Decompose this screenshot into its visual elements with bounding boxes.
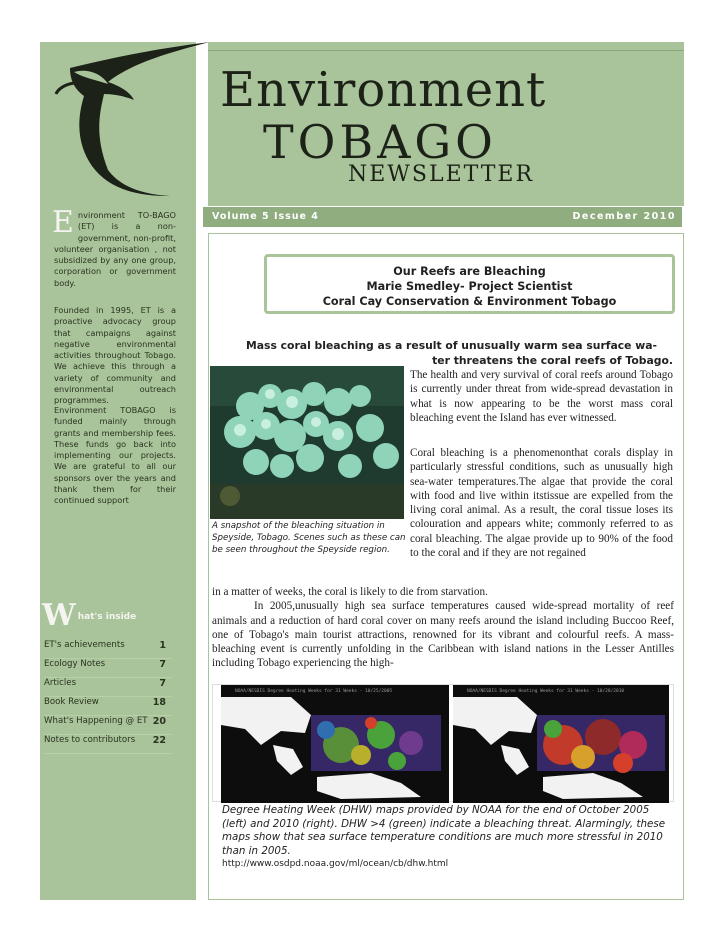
paragraph-starvation: in a matter of weeks, the coral is likely to die from starvation.	[212, 586, 488, 598]
dhw-map-2010	[453, 685, 669, 803]
map-label-2010: NOAA/NESDIS Degree Heating Weeks for 31 Weeks - 10/28/2010	[467, 689, 625, 694]
toc-item-ecology-notes[interactable]	[44, 659, 172, 678]
paragraph-bleaching-definition: Coral bleaching is a phenomenonthat corals display in particularly stressful conditions, such as unusually high sea-water temperatures.The algae that provide the coral with food and live within itstissue are expelled from the living coral animal. As a result, the coral tissue loses its colouration and appears white; commonly referred to as coral bleaching. The algae provide up to 90% of the food to the coral and if they are not regained	[410, 447, 673, 560]
whats-inside-heading	[42, 598, 137, 633]
toc-label: What's Happening @ ET	[44, 716, 148, 726]
article-byline-org: Coral Cay Conservation & Environment Tobago	[322, 295, 617, 308]
toc-page: 7	[159, 678, 166, 689]
photo-caption: A snapshot of the bleaching situation in Speyside, Tobago. Scenes such as these can be seen throughout the Speyside region.	[212, 521, 406, 555]
article-byline-author: Marie Smedley- Project Scientist	[366, 280, 573, 293]
masthead-title-tobago: TOBAGO	[263, 115, 497, 169]
toc-page: 18	[152, 697, 166, 708]
paragraph-2005-event	[212, 585, 674, 671]
toc-label: Book Review	[44, 697, 99, 707]
paragraph-mass-bleaching-text: In 2005,unusually high sea surface temperatures caused wide-spread mortality of reef animals and a reduction of hard coral cover on many reefs around the island including Buccoo Reef, one of Tobago's main tourist attractions, renowned for its vibrant and colourful reefs. A mass-bleaching event is currently unfolding in the Caribbean with island nations in the Lesser Antilles including Tobago experiencing the high-	[212, 600, 674, 670]
dhw-map-2005	[221, 685, 449, 803]
toc-page: 7	[159, 659, 166, 670]
toc-item-whats-happening[interactable]	[44, 716, 172, 735]
toc-item-notes-to-contributors[interactable]	[44, 735, 172, 754]
toc-item-book-review[interactable]	[44, 697, 172, 716]
toc-item-articles[interactable]	[44, 678, 172, 697]
whats-inside-dropcap: W	[42, 598, 76, 633]
paragraph-health: The health and very survival of coral reefs around Tobago is currently under threat from wide-spread devastation in what is now appearing to be the worst mass coral bleaching event the Island has ever witnessed.	[410, 369, 673, 424]
issue-date: December 2010	[572, 211, 676, 222]
toc-page: 1	[159, 640, 166, 651]
dhw-maps	[212, 684, 674, 802]
map-caption: Degree Heating Week (DHW) maps provided by NOAA for the end of October 2005 (left) and 2010 (right). DHW >4 (green) indicate a bleaching threat. Alarmingly, these maps show that sea surface temperature conditions are much more stressful in 2010 than in 2005.	[222, 804, 666, 857]
headline-box	[264, 254, 675, 314]
masthead-title-newsletter: NEWSLETTER	[348, 162, 535, 187]
toc-page: 20	[152, 716, 166, 727]
toc-label: Ecology Notes	[44, 659, 106, 669]
toc-label: Notes to contributors	[44, 735, 136, 745]
dhw-map-2005-icon	[221, 685, 449, 803]
intro-paragraph-3: Environment TOBAGO is funded mainly through grants and membership fees. These funds go back into implementing our projects. We are grateful to all our sponsors over the years and thank them for their continued support	[54, 405, 176, 506]
intro-text-1: nvironment TO-BAGO (ET) is a non-government, non-profit, volunteer organisation , not subsidized by any one group, corporation or government body.	[54, 210, 176, 288]
dhw-map-2010-icon	[453, 685, 669, 803]
article-headline: Our Reefs are Bleaching	[393, 265, 546, 278]
intro-paragraph-1	[52, 205, 176, 289]
intro-paragraph-2: Founded in 1995, ET is a proactive advocacy group that campaigns against negative environmental activities throughout Tobago. We achieve this through a variety of community and environmental outreach programmes.	[54, 305, 176, 406]
toc-label: ET's achievements	[44, 640, 125, 650]
table-of-contents	[44, 640, 172, 754]
paragraph-mass-bleaching	[212, 599, 674, 670]
toc-page: 22	[152, 735, 166, 746]
masthead-rule	[208, 50, 684, 51]
coral-bleaching-photo	[210, 366, 404, 519]
lead-line-1: Mass coral bleaching as a result of unusually warm sea surface wa-	[246, 339, 657, 352]
whats-inside-text: hat's inside	[77, 612, 137, 622]
masthead-title-environment: Environment	[220, 62, 547, 118]
noaa-link[interactable]: http://www.osdpd.noaa.gov/ml/ocean/cb/dhw.html	[222, 859, 449, 869]
lead-line-2: ter threatens the coral reefs of Tobago.	[432, 354, 673, 367]
coral-image-icon	[210, 366, 404, 519]
bird-logo-icon	[30, 38, 230, 198]
toc-label: Articles	[44, 678, 77, 688]
volume-issue: Volume 5 Issue 4	[212, 211, 319, 222]
toc-item-achievements[interactable]	[44, 640, 172, 659]
map-label-2005: NOAA/NESDIS Degree Heating Weeks for 31 Weeks - 10/25/2005	[235, 689, 393, 694]
intro-dropcap: E	[52, 205, 74, 240]
